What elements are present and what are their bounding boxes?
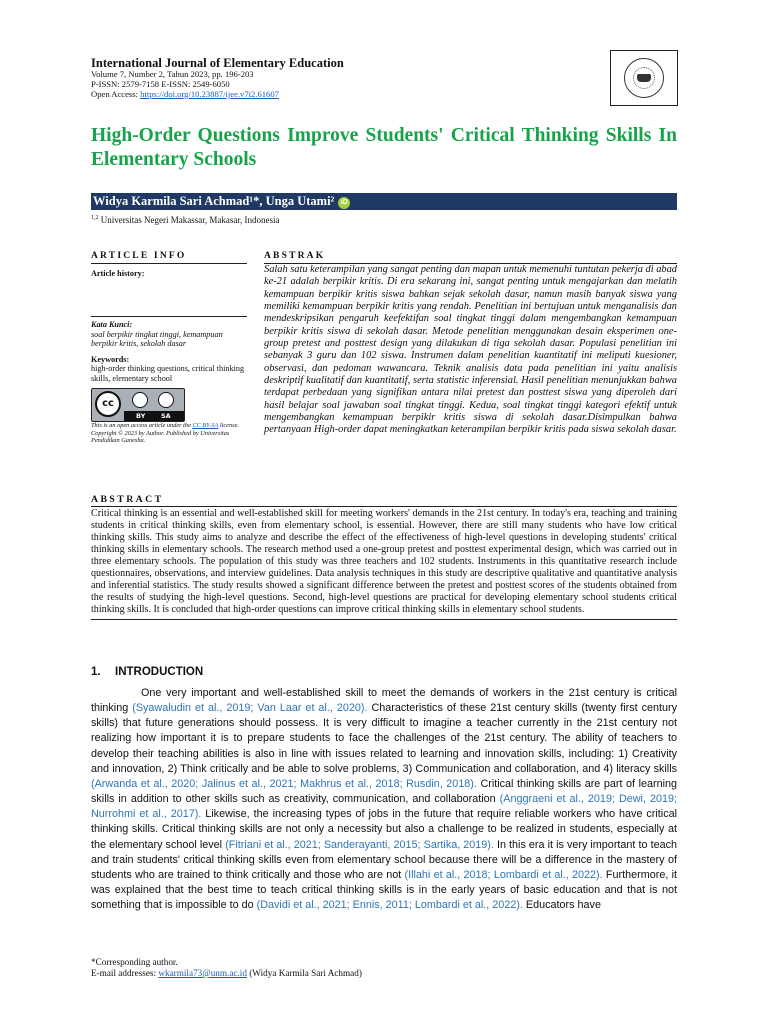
corresponding-author-note: *Corresponding author. xyxy=(91,957,178,967)
citation-link[interactable]: (Fitriani et al., 2021; Sanderayanti, 2015; Sartika, 2019). xyxy=(225,838,494,851)
abstrak-heading: ABSTRAK xyxy=(264,251,677,264)
intro-segment: One very important and well-established skill to meet the demands of workers in the 21st century is critical thinking xyxy=(91,687,677,715)
cc-icon: cc xyxy=(95,391,121,417)
journal-name: International Journal of Elementary Education xyxy=(91,56,344,70)
email-owner: (Widya Karmila Sari Achmad) xyxy=(249,968,362,978)
keywords-text: high-order thinking questions, critical thinking skills, elementary school xyxy=(91,364,245,383)
share-alike-icon xyxy=(158,392,174,408)
affiliation-marker: 1,2 xyxy=(91,215,99,221)
intro-segment: Educators have xyxy=(522,899,601,912)
section-heading-introduction xyxy=(91,666,203,678)
affiliation xyxy=(91,213,279,226)
citation-link[interactable]: (Syawaludin et al., 2019; Van Laar et al., 2020). xyxy=(132,702,368,715)
sa-label: SA xyxy=(161,412,171,420)
intro-segment: Furthermore, it was explained that the best time to teach critical thinking skills is in the early years of basic education and that is not something that is impossible to do xyxy=(91,868,677,912)
article-info-heading: ARTICLE INFO xyxy=(91,251,247,264)
journal-header xyxy=(91,56,611,99)
author-names: Widya Karmila Sari Achmad¹*, Unga Utami² xyxy=(93,194,335,208)
abstract-heading: ABSTRACT xyxy=(91,494,677,507)
kata-kunci-text: soal berpikir tingkat tinggi, kemampuan berpikir kritis, sekolah dasar xyxy=(91,329,223,349)
university-seal-icon xyxy=(624,58,664,98)
abstrak-text: Salah satu keterampilan yang sangat penting dan mapan untuk memenuhi tuntutan pekerja di abad ke-21 adalah berpikir kritis. Di era sekarang ini, sangat penting untuk mengajarkan dan melatih kemampuan berpikir kritis siswa bahkan sejak sekolah dasar, namun masih banyak siswa yang memiliki kemampuan berpikir kritis yang rendah. Penelitian ini bertujuan untuk menganalisis dan mendeskripsikan pengaruh keefektifan soal tingkat tinggi dalam mengembangkan kemampuan berpikir kritis siswa di sekolah dasar. Metode penelitian menggunakan desain eksperimen one-group pretest and posttest design yang dilakukan di tiga sekolah dasar. Populasi penelitian ini sebanyak 3 guru dan 102 siswa. Instrumen dalam penelitian kuantitatif ini meliputi kuesioner, observasi, dan pedoman wawancara. Teknik analisis data pada penelitian ini yaitu analisis deskriptif kualitatif dan kuantitatif, serta statistic inferensial. Hasil penelitian menunjukkan bahwa terdapat perbedaan yang signifikan antara nilai pretest dan posttest siswa yang diperoleh dari hasil belajar soal jawaban soal tingkat tinggi. Kedua, soal tingkat tinggi kategori efektif untuk mengembangkan kemampuan berpikir kritis siswa di sekolah dasar.Disimpulkan bahwa pertanyaan High-order dapat meningkatkan keterampilan berpikir kritis pada siswa sekolah dasar. xyxy=(264,264,677,436)
citation-link[interactable]: (Arwanda et al., 2020; Jalinus et al., 2021; Makhrus et al., 2018; Rusdin, 2018). xyxy=(91,777,477,790)
email-line xyxy=(91,968,677,979)
orcid-icon[interactable]: iD xyxy=(338,197,350,209)
open-access-label: Open Access: xyxy=(91,88,139,99)
intro-segment: Critical thinking skills are part of learning skills in addition to other skills such as creativity, communication, and collaboration xyxy=(91,777,677,806)
email-label: E-mail addresses: xyxy=(91,968,157,978)
intro-segment: In this era it is very important to teach and train students' critical thinking skills even from elementary school because there will be a difference in the mastery of students who are trained to think critically and those who are not xyxy=(91,838,677,881)
section-number: 1. xyxy=(91,666,101,678)
email-link[interactable]: wkarmila73@unm.ac.id xyxy=(158,968,247,978)
article-history-label: Article history: xyxy=(91,269,145,278)
citation-link[interactable]: (Illahi et al., 2018; Lombardi et al., 2022). xyxy=(404,868,603,881)
cc-by-sa-badge[interactable] xyxy=(91,388,185,422)
section-title: INTRODUCTION xyxy=(115,666,204,678)
author-bar xyxy=(91,193,677,210)
intro-segment: Likewise, the increasing types of jobs in the future that require reliable workers who have critical thinking skills. Critical thinking skills are not only a necessity but also a challenge to be realized in students, especially at the elementary school level xyxy=(91,808,678,851)
kata-kunci-label: Kata Kunci: xyxy=(91,320,133,329)
attribution-icon xyxy=(132,392,148,408)
license-note xyxy=(91,422,247,445)
keywords-label: Keywords: xyxy=(91,354,130,364)
journal-logo xyxy=(610,50,678,106)
doi-link[interactable]: https://doi.org/10.23887/ijee.v7i2.61607 xyxy=(140,88,279,99)
abstract-text: Critical thinking is an essential and well-established skill for meeting workers' demands in the 21st century. In today's era, teaching and training students in critical thinking skills, even from elementary school, is essential. However, there are still many students who have low critical thinking skills. This study aims to analyze and describe the effect of the effectiveness of high-level questions in developing students' critical thinking skills in elementary schools. The research method used a one-group pretest and posttest experimental design, which was carried out in three elementary schools. The population of this study was three teachers and 102 students. Instruments in this quantitative research include questionnaires, observations, and interview guidelines. Data analysis techniques in this study are descriptive qualitative and quantitative analysis and inferential statistics. The study results showed a significant difference between the pretest and posttest scores of the students obtained from the results of studying the high-level questions. Second, high-level questions are practical for developing elementary school students critical thinking skills. It is concluded that high-order questions can improve critical thinking skills in elementary school students. xyxy=(91,508,677,620)
affiliation-text: Universitas Negeri Makassar, Makasar, Indonesia xyxy=(100,215,280,225)
citation-link[interactable]: (Anggraeni et al., 2019; Dewi, 2019; Nurrohmi et al., 2017). xyxy=(91,793,677,821)
license-prefix: This is an open access article under the xyxy=(91,422,191,429)
by-label: BY xyxy=(136,412,146,420)
copyright-note: Copyright © 2023 by Author. Published by Universitas Pendidikan Ganesha. xyxy=(91,429,230,445)
journal-volume: Volume 7, Number 2, Tahun 2023, pp. 196-203 xyxy=(91,69,254,79)
introduction-paragraph xyxy=(91,686,677,913)
intro-segment: Characteristics of these 21st century skills (twenty first century skills) that future generations should possess. It is very difficult to imagine a teacher currently in the 21st century not realizing how important it is to prepare students to face the challenges of the 21st century. The ability of teachers to develop their teaching abilities is also in line with issues related to learning and innovation skills, including: 1) Creativity and innovation, 2) Think critically and be able to solve problems, 3) Communication and collaboration, and 4) literacy skills xyxy=(91,702,678,775)
journal-issn: P-ISSN: 2579-7158 E-ISSN: 2549-6050 xyxy=(91,78,230,89)
journal-access xyxy=(91,90,611,100)
keywords-block xyxy=(91,316,247,384)
license-suffix: license. xyxy=(219,422,239,429)
citation-link[interactable]: (Davidi et al., 2021; Ennis, 2011; Lombardi et al., 2022). xyxy=(256,899,523,912)
footnote xyxy=(91,957,677,979)
license-link[interactable]: CC BY-SA xyxy=(192,422,219,429)
article-title: High-Order Questions Improve Students' Critical Thinking Skills In Elementary Schools xyxy=(91,125,677,170)
